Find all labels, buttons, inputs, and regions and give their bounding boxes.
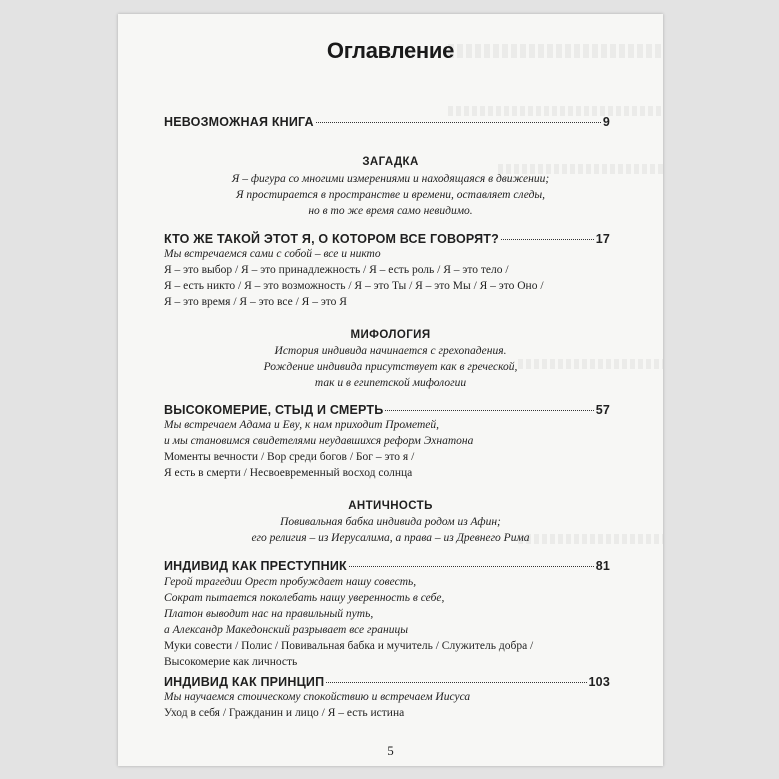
toc-entry bbox=[164, 232, 610, 246]
entry-description: Мы встречаемся сами с собой – все и никто bbox=[164, 248, 381, 260]
section-title: МИФОЛОГИЯ bbox=[350, 329, 431, 341]
entry-description: Герой трагедии Орест пробуждает нашу совесть, bbox=[164, 576, 417, 588]
leader-dots bbox=[501, 239, 594, 240]
section-line: так и в египетской мифологии bbox=[314, 377, 467, 389]
entry-subtopics: Я – это выбор / Я – это принадлежность / Я – есть роль / Я – это тело / bbox=[164, 264, 509, 276]
entry-subtopics: Я есть в смерти / Несвоевременный восход солнца bbox=[164, 467, 413, 479]
entry-subtopics: Высокомерие как личность bbox=[164, 656, 298, 668]
toc-entry bbox=[164, 115, 610, 129]
section-line: но в то же время само невидимо. bbox=[308, 205, 473, 217]
leader-dots bbox=[316, 122, 601, 123]
entry-page: 81 bbox=[595, 559, 610, 573]
toc-entry bbox=[164, 675, 610, 689]
section-line: Я – фигура со многими измерениями и находящаяся в движении; bbox=[231, 173, 550, 185]
page-title: Оглавление bbox=[326, 38, 455, 63]
section-line: Повивальная бабка индивида родом из Афин; bbox=[280, 516, 501, 528]
section-line: Рождение индивида присутствует как в греческой, bbox=[263, 361, 518, 373]
entry-title: ИНДИВИД КАК ПРЕСТУПНИК bbox=[164, 559, 347, 573]
toc-entry bbox=[164, 559, 610, 573]
entry-description: Мы встречаем Адама и Еву, к нам приходит Прометей, bbox=[164, 419, 439, 431]
entry-page: 17 bbox=[595, 232, 610, 246]
entry-subtopics: Уход в себя / Гражданин и лицо / Я – есть истина bbox=[164, 707, 405, 719]
leader-dots bbox=[326, 682, 586, 683]
section-line: Я простирается в пространстве и времени, оставляет следы, bbox=[235, 189, 546, 201]
section-title: АНТИЧНОСТЬ bbox=[348, 500, 433, 512]
entry-subtopics: Я – это время / Я – это все / Я – это Я bbox=[164, 296, 347, 308]
section-title: ЗАГАДКА bbox=[362, 156, 419, 168]
entry-title: ИНДИВИД КАК ПРИНЦИП bbox=[164, 675, 325, 689]
entry-page: 9 bbox=[602, 115, 610, 129]
entry-description: Платон выводит нас на правильный путь, bbox=[164, 608, 374, 620]
entry-title: ВЫСОКОМЕРИЕ, СТЫД И СМЕРТЬ bbox=[164, 403, 384, 417]
entry-title: КТО ЖЕ ТАКОЙ ЭТОТ Я, О КОТОРОМ ВСЕ ГОВОРЯТ? bbox=[164, 232, 499, 246]
entry-description: Сократ пытается поколебать нашу уверенность в себе, bbox=[164, 592, 445, 604]
entry-description: Мы научаемся стоическому спокойствию и встречаем Иисуса bbox=[164, 691, 471, 703]
entry-subtopics: Муки совести / Полис / Повивальная бабка и мучитель / Служитель добра / bbox=[164, 640, 534, 652]
entry-page: 103 bbox=[588, 675, 610, 689]
book-page bbox=[118, 14, 663, 766]
section-line: его религия – из Иерусалима, а права – из Древнего Рима bbox=[251, 532, 530, 544]
leader-dots bbox=[385, 410, 593, 411]
page-number: 5 bbox=[387, 743, 394, 758]
entry-subtopics: Я – есть никто / Я – это возможность / Я – это Ты / Я – это Мы / Я – это Оно / bbox=[164, 280, 544, 292]
entry-description: а Александр Македонский разрывает все границы bbox=[164, 624, 408, 636]
entry-subtopics: Моменты вечности / Вор среди богов / Бог – это я / bbox=[164, 451, 415, 463]
entry-page: 57 bbox=[595, 403, 610, 417]
leader-dots bbox=[349, 566, 594, 567]
toc-entry bbox=[164, 403, 610, 417]
entry-title: НЕВОЗМОЖНАЯ КНИГА bbox=[164, 115, 314, 129]
section-line: История индивида начинается с грехопадения. bbox=[274, 345, 507, 357]
entry-description: и мы становимся свидетелями неудавшихся реформ Эхнатона bbox=[164, 435, 474, 447]
